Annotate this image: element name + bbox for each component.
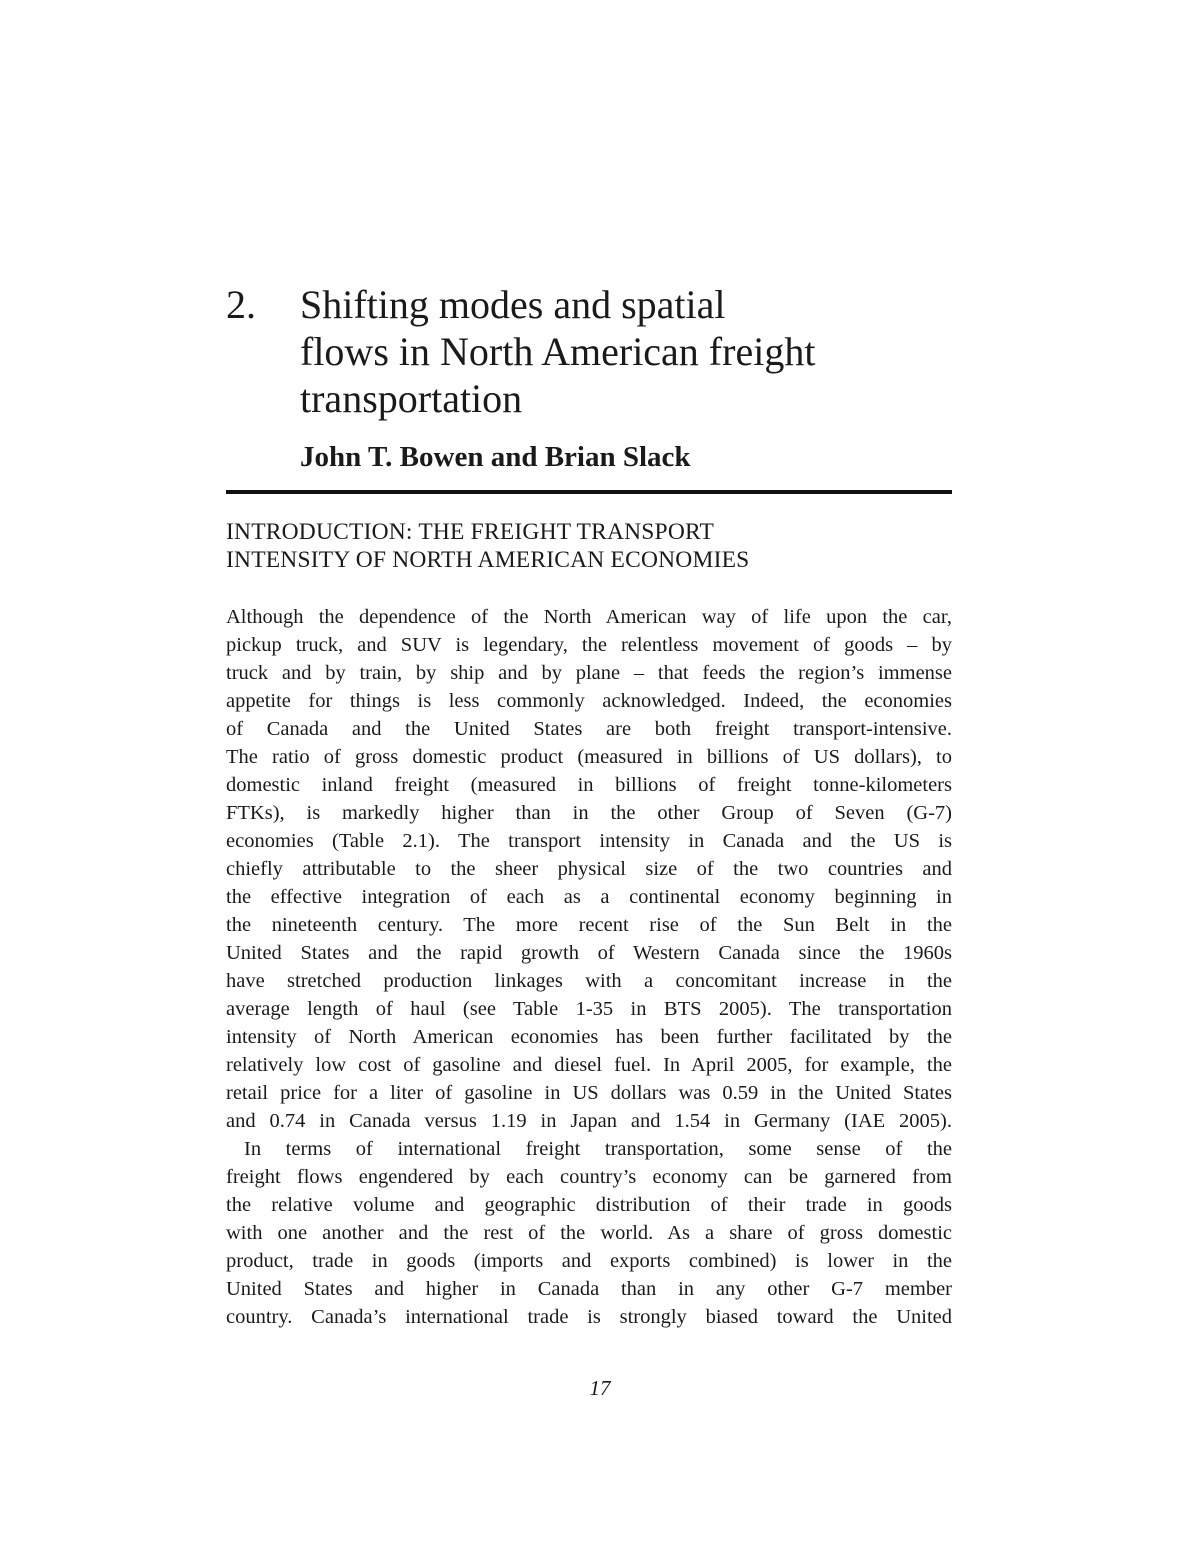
text-line: the effective integration of each as a continental economy beginning in <box>226 886 952 908</box>
text-line: the nineteenth century. The more recent rise of the Sun Belt in the <box>226 914 952 936</box>
text-line: the relative volume and geographic distribution of their trade in goods <box>226 1194 952 1216</box>
text-line: chiefly attributable to the sheer physical size of the two countries and <box>226 858 952 880</box>
text-line: product, trade in goods (imports and exports combined) is lower in the <box>226 1250 952 1272</box>
text-line: economies (Table 2.1). The transport intensity in Canada and the US is <box>226 830 952 852</box>
text-line: FTKs), is markedly higher than in the other Group of Seven (G-7) <box>226 802 952 824</box>
paragraph <box>226 603 952 1135</box>
text-line: appetite for things is less commonly acknowledged. Indeed, the economies <box>226 690 952 712</box>
section-heading <box>226 518 952 574</box>
text-line: The ratio of gross domestic product (measured in billions of US dollars), to <box>226 746 952 768</box>
text-line: country. Canada’s international trade is strongly biased toward the United <box>226 1306 952 1328</box>
text-line: Although the dependence of the North American way of life upon the car, <box>226 606 952 628</box>
text-line: retail price for a liter of gasoline in US dollars was 0.59 in the United States <box>226 1082 952 1104</box>
chapter-title-line: Shifting modes and spatial <box>300 282 726 327</box>
text-line: intensity of North American economies has been further facilitated by the <box>226 1026 952 1048</box>
text-line: United States and higher in Canada than in any other G-7 member <box>226 1278 952 1300</box>
chapter-title-line: flows in North American freight <box>300 329 816 374</box>
text-line: domestic inland freight (measured in billions of freight tonne-kilometers <box>226 774 952 796</box>
text-line: have stretched production linkages with a concomitant increase in the <box>226 970 952 992</box>
text-line: United States and the rapid growth of Western Canada since the 1960s <box>226 942 952 964</box>
section-heading-line: INTRODUCTION: THE FREIGHT TRANSPORT <box>226 519 715 545</box>
text-line: freight flows engendered by each country’s economy can be garnered from <box>226 1166 952 1188</box>
chapter-title <box>300 281 920 422</box>
body-text <box>226 603 952 1331</box>
text-line: truck and by train, by ship and by plane – that feeds the region’s immense <box>226 662 952 684</box>
text-line: relatively low cost of gasoline and diesel fuel. In April 2005, for example, the <box>226 1054 952 1076</box>
text-line: In terms of international freight transportation, some sense of the <box>244 1138 952 1160</box>
page-number: 17 <box>589 1376 611 1400</box>
chapter-title-line: transportation <box>300 376 523 421</box>
text-line: average length of haul (see Table 1-35 in BTS 2005). The transportation <box>226 998 952 1020</box>
chapter-heading <box>226 281 966 422</box>
text-line: and 0.74 in Canada versus 1.19 in Japan and 1.54 in Germany (IAE 2005). <box>226 1110 952 1132</box>
section-heading-line: INTENSITY OF NORTH AMERICAN ECONOMIES <box>226 547 750 573</box>
text-line: of Canada and the United States are both freight transport-intensive. <box>226 718 952 740</box>
paragraph <box>226 1135 952 1331</box>
chapter-authors: John T. Bowen and Brian Slack <box>300 441 691 473</box>
title-divider <box>226 490 952 494</box>
chapter-number: 2. <box>226 282 256 327</box>
text-line: pickup truck, and SUV is legendary, the relentless movement of goods – by <box>226 634 952 656</box>
text-line: with one another and the rest of the world. As a share of gross domestic <box>226 1222 952 1244</box>
